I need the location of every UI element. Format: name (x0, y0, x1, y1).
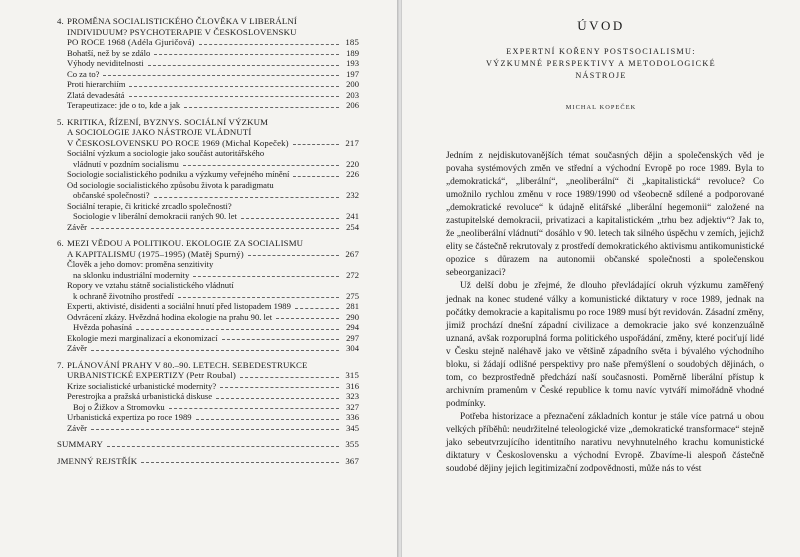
toc-section-heading (57, 117, 359, 149)
toc-section-heading (57, 238, 359, 259)
section-title-line: URBANISTICKÉ EXPERTIZY (Petr Roubal) (67, 370, 236, 380)
toc-entry: k ochraně životního prostředí 275 (73, 290, 359, 301)
toc-section-7 (57, 360, 359, 434)
paragraph: Už delší dobu je zřejmé, že dlouho převládající okruh výzkumu zaměřený jednak na konec studené války a komunistické diktatury v roce 1989, jednak na počátky demokracie a kapitalismu po roce 1989 musí být revidován. Zásadní změny, jimiž prochází dnešní západní civilizace a demokracie jako své konzenzuálně uznaná, avšak rozporuplná forma politického uspořádání, změny, které pociťují lidé v Česku stejně naléhavě jako ve většině západního světa i bývalého východního bloku, si žádají odlišné perspektivy pro naše přemýšlení o soudobých dějinách, o tom, co bezprostředně předchází naší současnosti. Poměrně liberální přístup k archivním pramenům v České republice k tomu navíc vytváří mimořádně vhodné podmínky. (446, 281, 764, 409)
toc-entry: Proti hierarchiím 200 (67, 79, 359, 89)
toc-entry: Hvězda pohasíná 294 (73, 322, 359, 332)
page-number: 200 (346, 79, 359, 89)
page-number: 241 (346, 211, 359, 221)
section-title-line: PO ROCE 1968 (Adéla Gjuričová) (67, 37, 195, 47)
paragraph: Potřeba historizace a přeznačení základních kontur je stále více patrná u obou velkých příběhů: neudržitelné teleologické vize „demokratické transformace“ stejně jako sebeutvrzujícího identitního narativu nevyhnutelného krachu komunistické diktatury v Československu a východní Evropě. Zbavíme-li alespoň částečně soudobé dějiny jejich legitimizační zodpovědnosti, může nás to vést (446, 411, 764, 475)
toc-entry: Experti, aktivisté, disidenti a sociální hnutí před listopadem 1989 281 (67, 301, 359, 311)
leader-dots (141, 462, 339, 463)
toc-section-heading (57, 16, 359, 48)
chapter-author: MICHAL KOPEČEK (565, 104, 637, 111)
page-number: 304 (346, 343, 359, 353)
section-title-line: MEZI VĚDOU A POLITIKOU. EKOLOGIE ZA SOCIALISMU (67, 238, 304, 248)
page-number: 345 (346, 422, 359, 433)
toc-entry: Terapeutizace: jde o to, kde a jak 206 (67, 100, 359, 110)
leader-dots (169, 408, 339, 409)
page-number: 327 (346, 401, 359, 412)
toc-entry: Sociální výzkum a sociologie jako součást autoritářského (67, 148, 265, 158)
leader-dots (129, 96, 340, 97)
toc-entry: Ekologie mezi marginalizací a ekonomizací 297 (67, 332, 359, 343)
leader-dots (107, 446, 339, 447)
leader-dots (199, 44, 339, 45)
leader-dots (91, 228, 339, 229)
page-number: 203 (346, 89, 359, 100)
leader-dots (293, 144, 339, 145)
page-number: 193 (346, 58, 359, 68)
leader-dots (154, 197, 339, 198)
page-number: 217 (345, 137, 359, 148)
leader-dots (276, 318, 339, 319)
toc-entry: Odvrácení zkázy. Hvězdná hodina ekologie na prahu 90. let 290 (67, 311, 359, 322)
subtitle-line: NÁSTROJE (575, 71, 627, 80)
page-number: 185 (345, 37, 359, 47)
section-number: 6. (57, 238, 64, 248)
toc-entry: Závěr 304 (67, 343, 359, 353)
toc-entry: Ropory ve vztahu státně socialistického vládnutí (67, 280, 234, 290)
section-number: 5. (57, 116, 64, 127)
page-number: 294 (346, 322, 359, 332)
subtitle-line: EXPERTNÍ KOŘENY POSTSOCIALISMU: (506, 47, 696, 56)
page-number: 206 (346, 100, 359, 110)
toc-name-index: JMENNÝ REJSTŘÍK 367 (57, 455, 359, 466)
page-number: 189 (346, 47, 359, 58)
page-number: 367 (345, 455, 359, 466)
leader-dots (193, 276, 339, 277)
leader-dots (178, 297, 339, 298)
section-title-line: PLÁNOVÁNÍ PRAHY V 80.–90. LETECH. SEBEDESTRUKCE (67, 359, 308, 370)
page-number: 232 (346, 190, 359, 200)
toc-entry: Sociologie socialistického podniku a výzkumy veřejného mínění 226 (67, 169, 359, 179)
leader-dots (148, 65, 339, 66)
section-title-line: V ČESKOSLOVENSKU PO ROCE 1969 (Michal Kopeček) (67, 137, 289, 148)
page-number: 272 (346, 269, 359, 280)
leader-dots (91, 429, 339, 430)
toc-entry: Perestrojka a pražská urbanistická diskuse 323 (67, 391, 359, 401)
page-number: 254 (346, 221, 359, 232)
subtitle-line: VÝZKUMNÉ PERSPEKTIVY A METODOLOGICKÉ (486, 59, 716, 68)
toc-entry: Bohatší, než by se zdálo 189 (67, 47, 359, 58)
paragraph: Jedním z nejdiskutovanějších témat současných dějin a společenských věd je povaha systémových změn ve střední a východní Evropě po roce 1989. Byla to „demokratická“, „liberální“, „neoliberální“ či „kapitalistická“ revoluce? Co umožnilo rychlou změnu v roce 1989/1990 od všeobecně sdílené a podporované „demokratické revoluce“ k údajně elitářské „liberální hegemonii“ založené na zastupitelské demokracii, privatizaci a kapitalistickém „trhu bez adjektiv“? Jak to, že „neoliberální vládnutí“ dosáhlo v 90. letech tak silného úspěchu v zemích, jejichž elity se částečně rekrutovaly z prostředí demokratického aktivismu antikomunistické opozice s důrazem na autonomii občanské společnosti a společenskou sebeorganizaci? (446, 151, 764, 279)
page-number: 226 (346, 169, 359, 179)
page-number: 275 (346, 290, 359, 301)
section-number: 4. (57, 16, 64, 26)
leader-dots (91, 350, 339, 351)
table-of-contents (57, 16, 359, 472)
page-number: 197 (346, 68, 359, 79)
page-number: 323 (346, 391, 359, 401)
right-page-introduction (402, 0, 800, 557)
page-number: 297 (346, 332, 359, 343)
page-number: 220 (346, 158, 359, 169)
section-number: 7. (57, 359, 64, 370)
toc-entry: Od sociologie socialistického způsobu života k paradigmatu (67, 179, 274, 190)
toc-entry: vládnutí v pozdním socialismu 220 (73, 158, 359, 169)
leader-dots (240, 377, 339, 378)
section-title-line: A SOCIOLOGIE JAKO NÁSTROJE VLÁDNUTÍ (67, 127, 252, 137)
leader-dots (220, 387, 339, 388)
toc-entry: Co za to? 197 (67, 68, 359, 79)
section-title-line: KRITIKA, ŘÍZENÍ, BYZNYS. SOCIÁLNÍ VÝZKUM (67, 116, 269, 127)
toc-section-4 (57, 16, 359, 111)
leader-dots (183, 165, 339, 166)
leader-dots (293, 176, 339, 177)
toc-entry: Sociologie v liberální demokracii raných 90. let 241 (73, 211, 359, 221)
leader-dots (154, 54, 339, 55)
section-title-line: PROMĚNA SOCIALISTICKÉHO ČLOVĚKA V LIBERÁLNÍ (67, 16, 297, 26)
toc-section-6 (57, 238, 359, 354)
toc-entry: Zlatá devadesátá 203 (67, 89, 359, 100)
leader-dots (295, 308, 339, 309)
leader-dots (129, 86, 339, 87)
body-text (446, 150, 764, 476)
toc-entry: Závěr 254 (67, 221, 359, 232)
toc-entry: Výhody neviditelnosti 193 (67, 58, 359, 68)
leader-dots (241, 218, 339, 219)
toc-entry: Závěr 345 (67, 422, 359, 433)
toc-entry: občanské společnosti? 232 (73, 190, 359, 200)
section-title-line: A KAPITALISMU (1975–1995) (Matěj Spurný) (67, 248, 244, 259)
leader-dots (216, 398, 339, 399)
leader-dots (248, 255, 339, 256)
leader-dots (196, 419, 339, 420)
page-number: 336 (346, 412, 359, 422)
left-page-contents (0, 0, 397, 557)
toc-entry: Krize socialistické urbanistické modernity? 316 (67, 380, 359, 391)
page-number: 315 (345, 370, 359, 380)
toc-section-5 (57, 117, 359, 233)
chapter-subtitle (452, 46, 750, 82)
leader-dots (103, 75, 339, 76)
page-number: 316 (346, 380, 359, 391)
page-number: 290 (346, 311, 359, 322)
leader-dots (184, 107, 339, 108)
leader-dots (136, 329, 339, 330)
toc-entry: Boj o Žižkov a Stromovku 327 (73, 401, 359, 412)
page-number: 267 (345, 248, 359, 259)
toc-entry: Sociální terapie, či kritické zrcadlo společnosti? (67, 200, 232, 211)
toc-entry: Urbanistická expertiza po roce 1989 336 (67, 412, 359, 422)
page-number: 281 (346, 301, 359, 311)
chapter-heading: ÚVOD (577, 18, 625, 33)
leader-dots (222, 339, 339, 340)
toc-summary: SUMMARY 355 (57, 439, 359, 449)
page-number: 355 (345, 439, 359, 449)
section-title-line: INDIVIDUUM? PSYCHOTERAPIE V ČESKOSLOVENSKU (67, 26, 297, 37)
toc-entry: Člověk a jeho domov: proměna senzitivity (67, 259, 214, 269)
toc-section-heading (57, 360, 359, 381)
toc-entry: na sklonku industriální modernity 272 (73, 269, 359, 280)
